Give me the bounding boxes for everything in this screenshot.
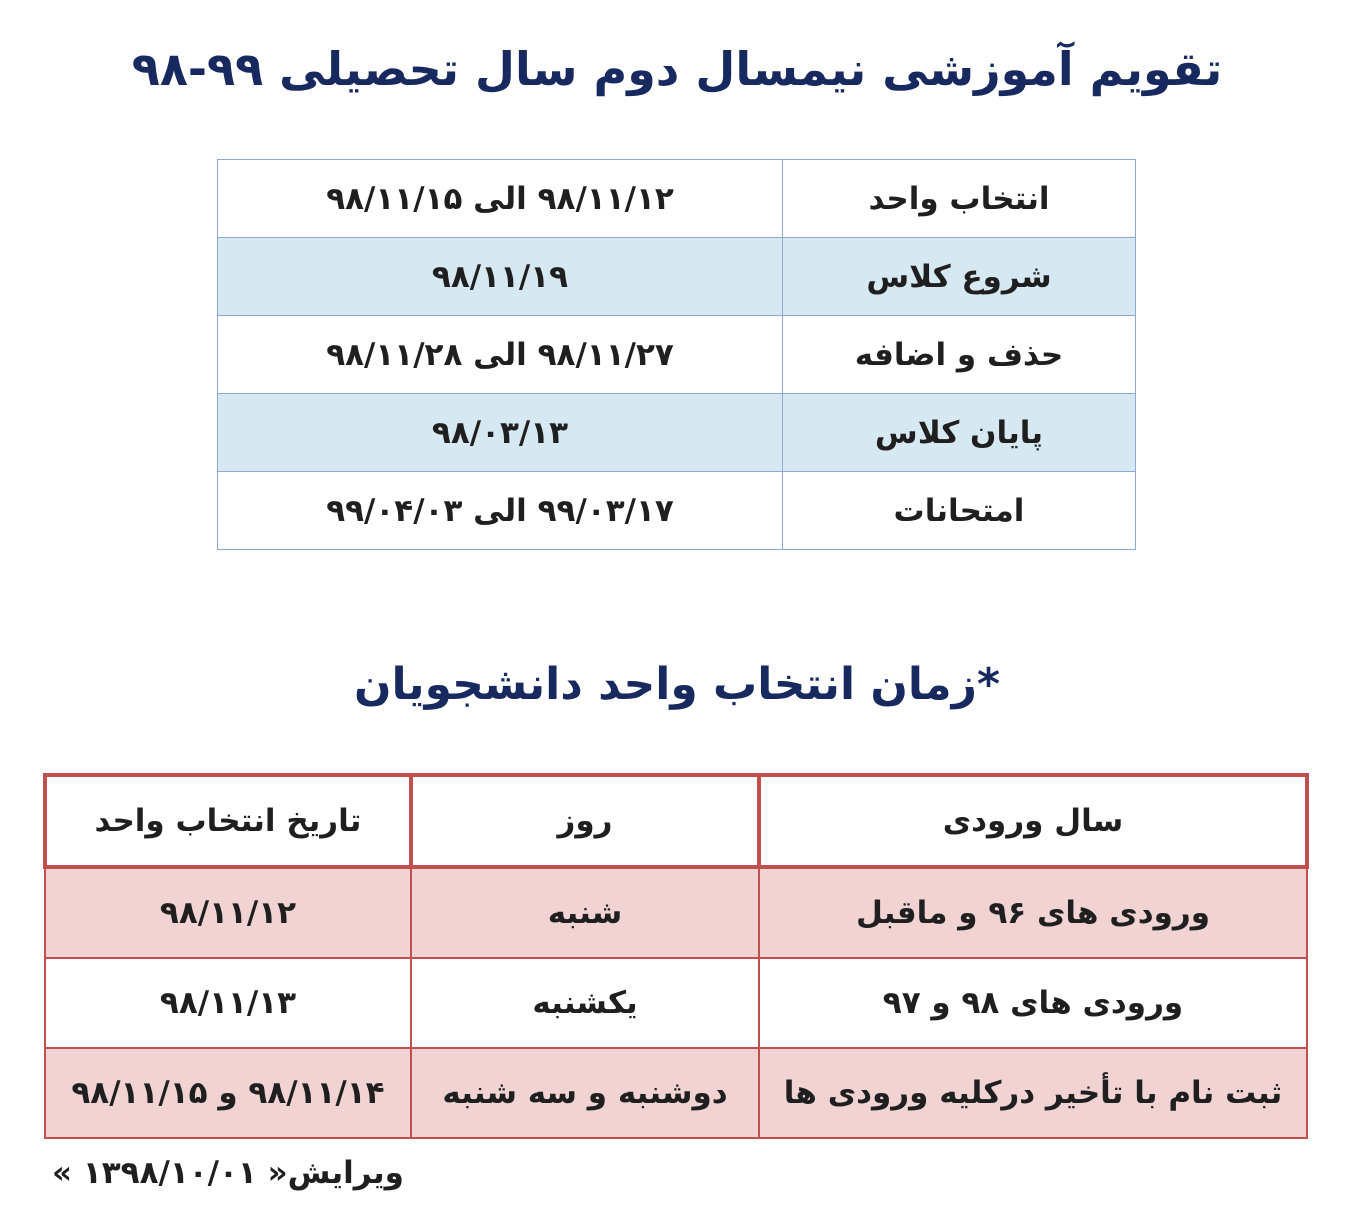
table-row <box>218 472 1136 550</box>
entry-year-cell: ورودی های ۹۶ و ماقبل <box>759 867 1307 958</box>
date-cell: ۹۸/۱۱/۱۳ <box>45 958 411 1048</box>
date-cell: ۹۸/۱۱/۱۲ <box>45 867 411 958</box>
calendar-label-exams: امتحانات <box>783 472 1136 550</box>
entry-year-cell: ثبت نام با تأخیر درکلیه ورودی ها <box>759 1048 1307 1138</box>
day-cell: دوشنبه و سه شنبه <box>411 1048 759 1138</box>
day-cell: یکشنبه <box>411 958 759 1048</box>
header-entry-year: سال ورودی <box>759 775 1307 867</box>
day-cell: شنبه <box>411 867 759 958</box>
academic-calendar-table <box>217 159 1136 550</box>
table-row <box>218 238 1136 316</box>
date-cell: ۹۸/۱۱/۱۴ و ۹۸/۱۱/۱۵ <box>45 1048 411 1138</box>
calendar-value-class-start: ۹۸/۱۱/۱۹ <box>218 238 783 316</box>
calendar-label-course-selection: انتخاب واحد <box>783 160 1136 238</box>
calendar-label-class-end: پایان کلاس <box>783 394 1136 472</box>
calendar-label-class-start: شروع کلاس <box>783 238 1136 316</box>
table-row <box>218 316 1136 394</box>
calendar-value-class-end: ۹۸/۰۳/۱۳ <box>218 394 783 472</box>
table-row <box>218 160 1136 238</box>
calendar-value-add-drop: ۹۸/۱۱/۲۷ الی ۹۸/۱۱/۲۸ <box>218 316 783 394</box>
header-selection-date: تاریخ انتخاب واحد <box>45 775 411 867</box>
enrollment-schedule-table <box>43 773 1309 1139</box>
calendar-label-add-drop: حذف و اضافه <box>783 316 1136 394</box>
calendar-value-exams: ۹۹/۰۳/۱۷ الی ۹۹/۰۴/۰۳ <box>218 472 783 550</box>
table-row <box>218 394 1136 472</box>
table-row <box>45 1048 1307 1138</box>
calendar-value-course-selection: ۹۸/۱۱/۱۲ الی ۹۸/۱۱/۱۵ <box>218 160 783 238</box>
edition-note: ویرایش« ۱۳۹۸/۱۰/۰۱ » <box>52 1155 404 1191</box>
table-row <box>45 958 1307 1048</box>
table-header-row <box>45 775 1307 867</box>
section-title: *زمان انتخاب واحد دانشجویان <box>353 659 1001 710</box>
header-day: روز <box>411 775 759 867</box>
page-title: تقویم آموزشی نیمسال دوم سال تحصیلی ۹۹-۹۸ <box>131 42 1223 96</box>
table-row <box>45 867 1307 958</box>
entry-year-cell: ورودی های ۹۸ و ۹۷ <box>759 958 1307 1048</box>
